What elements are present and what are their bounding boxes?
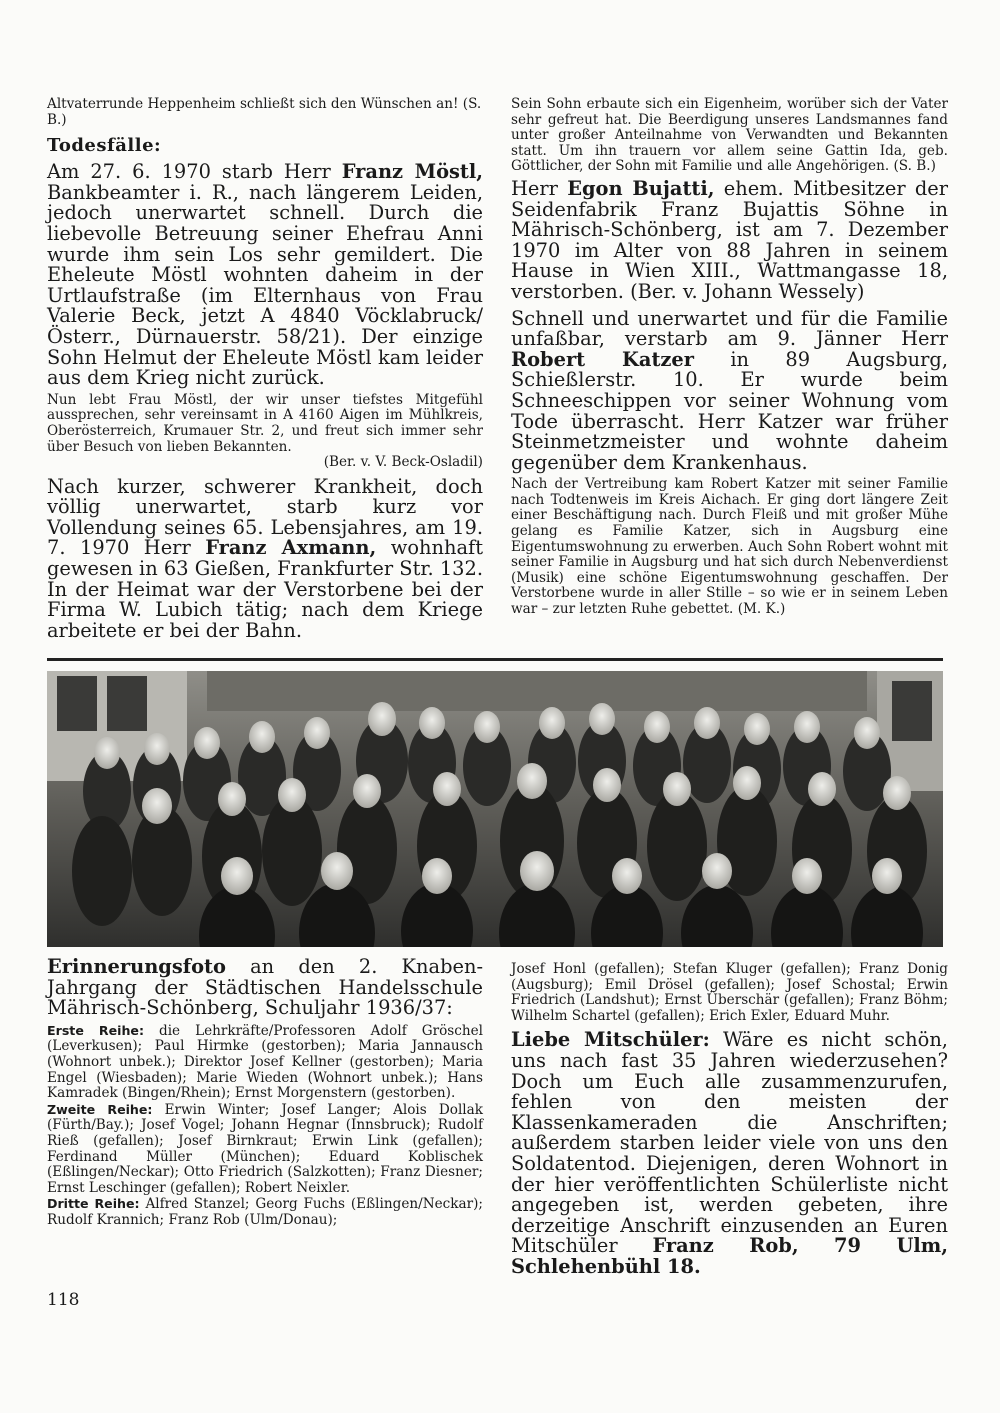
divider-rule [47,658,943,661]
appeal-text: Liebe Mitschüler: Wäre es nicht schön, uns nach fast 35 Jahren wiederzusehen? Doch um Euch alle zusammenzurufen, fehlen von den meisten der Klassenkameraden die Anschriften; außerdem starben leider viele von uns den Soldatentod. Diejenigen, deren Wohnort in der hier veröffentlichten Schülerliste nicht angegeben ist, werden gebeten, ihre derzeitige Anschrift einzusenden an Euren Mitschüler Franz Rob, 79 Ulm, Schlehenbühl 18. [511,1028,948,1278]
page-number: 118 [47,1290,80,1310]
caption-column [47,957,483,1229]
row3-list: Dritte Reihe: Alfred Stanzel; Georg Fuchs (Eßlingen/Neckar); Rudolf Krannich; Franz Rob (Ulm/Donau); [47,1196,483,1228]
caption-title: Erinnerungsfoto [47,955,226,978]
class-photo [47,671,943,947]
person-name: Egon Bujatti, [567,176,715,200]
class-photo-image [47,671,943,947]
intro-text: Altvaterrunde Heppenheim schließt sich den Wünschen an! (S. B.) [47,96,482,128]
appeal-contact: Franz Rob, 79 Ulm, Schlehenbühl 18. [511,1234,948,1278]
person-name: Franz Möstl, [341,160,483,184]
obituary-moestl-note: Nun lebt Frau Möstl, der wir unser tiefstes Mitgefühl aussprechen, sehr vereinsamt in A 4160 Aigen im Mühlkreis, Oberösterreich, Krumauer Str. 2, und freut sich immer sehr über Besuch von lieben Bekannten. [47,391,483,455]
person-name: Franz Axmann, [205,536,377,560]
obituary-katzer-note: Nach der Vertreibung kam Robert Katzer mit seiner Familie nach Todtenweis im Kreis Aichach. Er ging dort längere Zeit einer Beschäftigung nach. Durch Fleiß und mit großer Mühe gelang es Familie Katzer, sich in Augsburg eine Eigentumswohnung zu erwerben. Auch Sohn Robert wohnt mit seiner Familie in Augsburg und hat sich durch Nebenverdienst (Musik) eine schöne Eigentumswohnung geschaffen. Der Verstorbene wurde in aller Stille – so wie er in seinem Leben war – zur letzten Ruhe gebettet. (M. K.) [511,476,948,618]
row3-list-continued: Josef Honl (gefallen); Stefan Kluger (gefallen); Franz Donig (Augsburg); Emil Drösel (gefallen); Josef Schostal; Erwin Friedrich (Landshut); Ernst Überschär (gefallen); Franz Böhm; Wilhelm Schartel (gefallen); Erich Exler, Eduard Muhr. [511,961,948,1024]
obituary-axmann: Nach kurzer, schwerer Krankheit, doch völlig unerwartet, starb kurz vor Vollendung seines 65. Lebensjahres, am 19. 7. 1970 Herr Franz Axmann, wohnhaft gewesen in 63 Gießen, Frankfurter Str. 132. In der Heimat war der Verstorbene bei der Firma W. Lubich tätig; nach dem Kriege arbeitete er bei der Bahn. [47,474,484,642]
obituary-bujatti: Herr Egon Bujatti, ehem. Mitbesitzer der Seidenfabrik Franz Bujattis Söhne in Mährisch-Schönberg, ist am 7. Dezember 1970 im Alter von 88 Jahren in seinem Hause in Wien XIII., Wattmangasse 18, verstorben. (Ber. v. Johann Wessely) [511,176,949,303]
photo-caption: Erinnerungsfoto an den 2. Knaben-Jahrgang der Städtischen Handelsschule Mährisch-Schönberg, Schuljahr 1936/37: [47,955,483,1020]
person-name: Robert Katzer [511,347,694,371]
left-column [47,97,483,641]
row2-list: Zweite Reihe: Erwin Winter; Josef Langer; Alois Dollak (Fürth/Bay.); Josef Vogel; Johann Hegnar (Innsbruck); Rudolf Rieß (gefallen); Josef Birnkraut; Erwin Link (gefallen); Ferdinand Müller (München); Eduard Koblischek (Eßlingen/Neckar); Otto Friedrich (Salzkotten); Franz Diesner; Ernst Leschinger (gefallen); Robert Neixler. [47,1101,483,1196]
obituary-moestl: Am 27. 6. 1970 starb Herr Franz Möstl, Bankbeamter i. R., nach längerem Leiden, jedoch unerwartet schnell. Durch die liebevolle Betreuung seiner Ehefrau Anni wurde ihm sein Los sehr gemildert. Die Eheleute Möstl wohnten daheim in der Urtlaufstraße (im Elternhaus von Frau Valerie Beck, jetzt A 4840 Vöcklabruck/Österr., Dürnauerstr. 58/21). Der einzige Sohn Helmut der Eheleute Möstl kam leider aus dem Krieg nicht zurück. [47,160,483,390]
appeal-column [511,962,948,1278]
report-credit: (Ber. v. V. Beck-Osladil) [323,454,483,471]
appeal-title: Liebe Mitschüler: [511,1028,710,1052]
right-column [511,97,948,618]
row1-list: Erste Reihe: die Lehrkräfte/Professoren Adolf Gröschel (Leverkusen); Paul Hirmke (gestorben); Maria Jannausch (Wohnort unbek.); Direktor Josef Kellner (gestorben); Maria Engel (Wiesbaden); Marie Wieden (Wohnort unbek.); Hans Kamradek (Bingen/Rhein); Ernst Morgenstern (gestorben). [47,1022,483,1102]
section-heading-deaths: Todesfälle: [47,135,162,157]
obituary-katzer: Schnell und unerwartet und für die Familie unfaßbar, verstarb am 9. Jänner Herr Robert Katzer in 89 Augsburg, Schießlerstr. 10. Er wurde beim Schneeschippen vor seiner Wohnung vom Tode überrascht. Herr Katzer war früher Steinmetzmeister und wohnte daheim gegenüber dem Krankenhaus. [511,306,948,474]
obituary-continuation: Sein Sohn erbaute sich ein Eigenheim, worüber sich der Vater sehr gefreut hat. Die Beerdigung unseres Landsmannes fand unter großer Anteilnahme von Verwandten und Bekannten statt. Um ihn trauern vor allem seine Gattin Ida, geb. Göttlicher, der Sohn mit Familie und alle Angehörigen. (S. B.) [511,96,948,175]
